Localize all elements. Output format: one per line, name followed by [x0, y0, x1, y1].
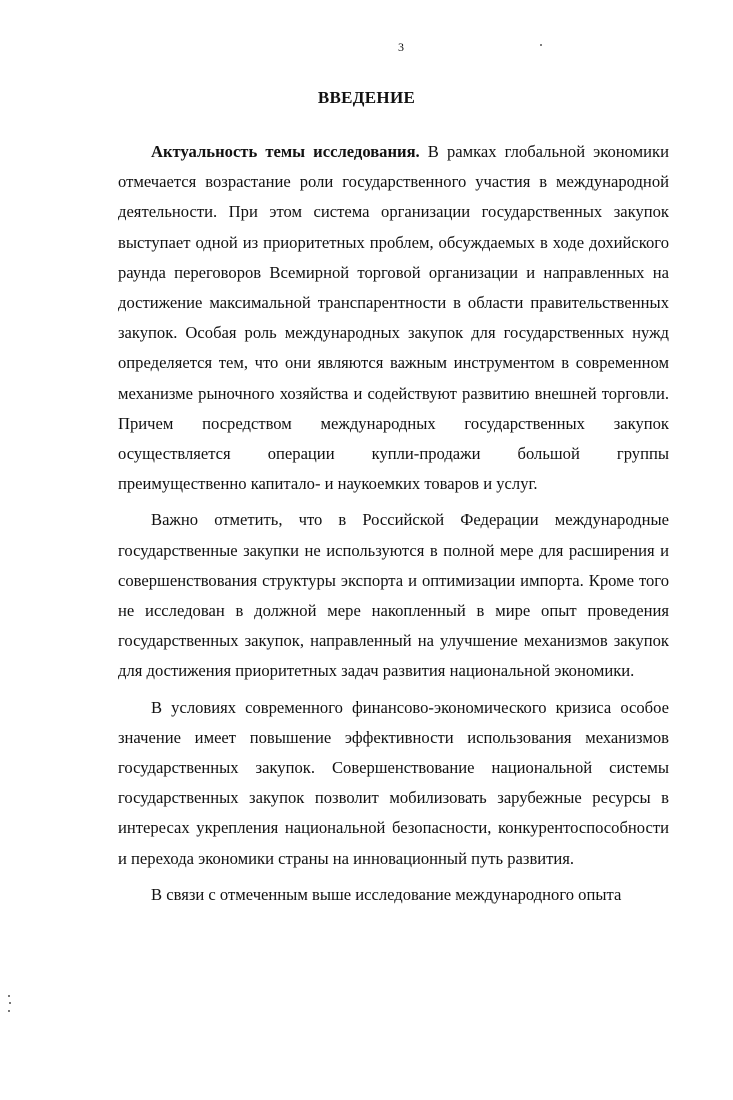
paragraph-text: В условиях современного финансово-экономического кризиса особое значение имеет повышение эффективности использования механизмов государственных закупок. Совершенствование национальной системы государственных закупок позволит мобилизовать зарубежные ресурсы в интересах укрепления национальной безопасности, конкурентоспособности и перехода экономики страны на инновационный путь развития.	[118, 697, 669, 868]
scan-mark	[8, 1010, 10, 1012]
paragraph-text: Важно отметить, что в Российской Федерации международные государственные закупки не используются в полной мере для расширения и совершенствования структуры экспорта и оптимизации импорта. Кроме того не исследован в должной мере накопленный в мире опыт проведения государственных закупок, направленный на улучшение механизмов закупок для достижения приоритетных задач развития национальной экономики.	[118, 510, 669, 681]
scan-speck	[540, 44, 542, 46]
page-number: 3	[398, 40, 404, 54]
paragraph-relevance	[118, 137, 669, 499]
page-title: ВВЕДЕНИЕ	[317, 88, 416, 107]
paragraph-text: В связи с отмеченным выше исследование международного опыта	[151, 884, 622, 904]
paragraph-conclusion	[118, 880, 669, 910]
scan-mark	[9, 1002, 11, 1004]
paragraph-text: В рамках глобальной экономики отмечается возрастание роли государственного участия в международной деятельности. При этом система организации государственных закупок выступает одной из приоритетных проблем, обсуждаемых в ходе дохийского раунда переговоров Всемирной торговой организации и направленных на достижение максимальной транспарентности в области правительственных закупок. Особая роль международных закупок для государственных нужд определяется тем, что они являются важным инструментом в современном механизме рыночного хозяйства и содействуют развитию внешней торговли. Причем посредством международных государственных закупок осуществляется операции купли-продажи большой группы преимущественно капитало- и наукоемких товаров и услуг.	[118, 142, 669, 494]
paragraph-lead: Актуальность темы исследования.	[151, 142, 420, 161]
paragraph-crisis	[118, 693, 669, 874]
text-body	[118, 137, 669, 910]
scan-mark	[8, 995, 10, 997]
paragraph-russian-federation	[118, 505, 669, 686]
